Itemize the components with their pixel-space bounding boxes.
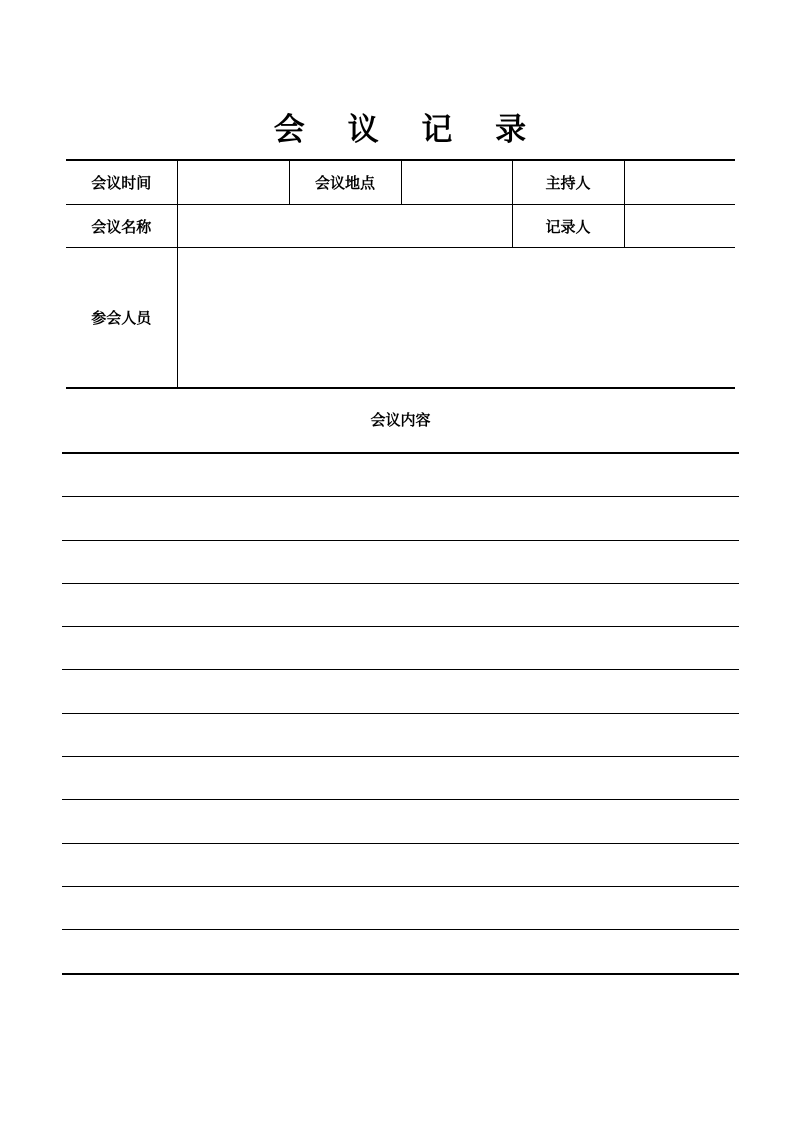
content-line[interactable] <box>62 930 739 973</box>
meeting-info-table <box>66 159 735 389</box>
meeting-place-label: 会议地点 <box>289 160 401 205</box>
meeting-content-ruled-area <box>62 454 739 975</box>
meeting-time-field[interactable] <box>177 160 289 205</box>
content-line[interactable] <box>62 541 739 584</box>
content-line[interactable] <box>62 844 739 887</box>
meeting-name-field[interactable] <box>177 205 512 248</box>
meeting-place-field[interactable] <box>401 160 512 205</box>
attendees-field[interactable] <box>177 248 735 389</box>
content-line[interactable] <box>62 584 739 627</box>
content-line[interactable] <box>62 757 739 800</box>
content-line[interactable] <box>62 887 739 930</box>
info-row-attendees <box>66 248 735 389</box>
content-line[interactable] <box>62 714 739 757</box>
meeting-name-label: 会议名称 <box>66 205 177 248</box>
content-line[interactable] <box>62 497 739 540</box>
content-line[interactable] <box>62 627 739 670</box>
host-label: 主持人 <box>512 160 624 205</box>
document-title: 会 议 记 录 <box>273 112 543 148</box>
recorder-field[interactable] <box>624 205 735 248</box>
meeting-time-label: 会议时间 <box>66 160 177 205</box>
meeting-content-label: 会议内容 <box>370 411 431 429</box>
content-line[interactable] <box>62 800 739 843</box>
content-line[interactable] <box>62 454 739 497</box>
info-row-time-place-host <box>66 160 735 205</box>
recorder-label: 记录人 <box>512 205 624 248</box>
host-field[interactable] <box>624 160 735 205</box>
info-row-name-recorder <box>66 205 735 248</box>
attendees-label: 参会人员 <box>66 248 177 389</box>
meeting-content-header <box>62 388 739 454</box>
content-line[interactable] <box>62 670 739 713</box>
